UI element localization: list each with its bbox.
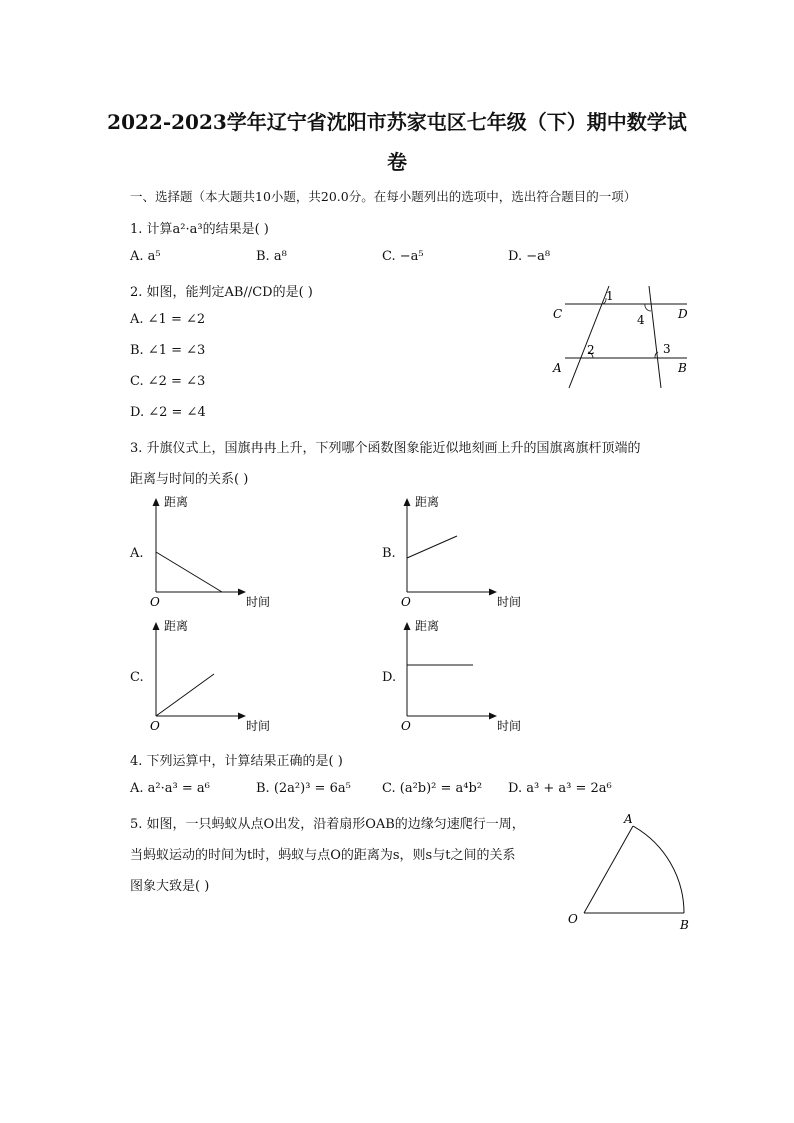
label-d: D [678,307,688,321]
question-3-option-b-label[interactable]: B. [382,546,396,561]
origin-label: O [401,719,411,733]
x-axis-label: 时间 [497,719,522,733]
label-4: 4 [637,313,645,327]
question-1-option-a[interactable]: A. a⁵ [130,249,161,264]
question-4-stem: 4. 下列运算中，计算结果正确的是( ) [130,754,343,769]
label-2: 2 [587,343,595,357]
question-2-option-b[interactable]: B. ∠1 = ∠3 [130,343,206,358]
question-2-option-a[interactable]: A. ∠1 = ∠2 [130,312,206,327]
y-axis-label: 距离 [164,619,189,633]
x-axis-arrow [238,589,246,596]
x-axis-arrow [489,713,497,720]
section-heading: 一、选择题（本大题共10小题，共20.0分。在每小题列出的选项中，选出符合题目的一项） [130,189,637,204]
arc-ab [633,826,684,913]
question-3-graph-c[interactable] [140,616,290,738]
question-1-option-c[interactable]: C. −a⁵ [382,249,424,264]
x-axis-label: 时间 [497,595,522,609]
question-3-stem-line1: 3. 升旗仪式上，国旗冉冉上升，下列哪个函数图象能近似地刻画上升的国旗离旗杆顶端的 [130,441,641,456]
y-axis-label: 距离 [415,619,440,633]
question-5-figure [560,808,710,938]
label-b: B [680,918,689,932]
label-1: 1 [606,289,614,303]
question-2-stem: 2. 如图，能判定AB//CD的是( ) [130,285,313,300]
question-3-graph-b[interactable] [391,492,541,614]
x-axis-label: 时间 [246,595,271,609]
label-c: C [553,307,563,321]
y-axis-arrow [153,498,160,506]
question-4-option-b[interactable]: B. (2a²)³ = 6a⁵ [256,781,351,796]
x-axis-arrow [489,589,497,596]
question-5-stem-line1: 5. 如图，一只蚂蚁从点O出发，沿着扇形OAB的边缘匀速爬行一周， [130,817,525,832]
angle-4-arc [645,304,651,311]
question-5-stem-line3: 图象大致是( ) [130,879,210,894]
question-3-graph-d[interactable] [391,616,541,738]
origin-label: O [150,595,160,609]
question-3-option-c-label[interactable]: C. [130,670,144,685]
page-title-line1: 2022-2023学年辽宁省沈阳市苏家屯区七年级（下）期中数学试 [107,110,687,134]
question-1-option-b[interactable]: B. a⁸ [256,249,287,264]
label-3: 3 [663,342,671,356]
y-axis-label: 距离 [164,495,189,509]
origin-label: O [150,719,160,733]
transversal-right [649,286,661,388]
question-5-stem-line2: 当蚂蚁运动的时间为t时，蚂蚁与点O的距离为s，则s与t之间的关系 [130,848,516,863]
question-3-graph-a[interactable] [140,492,290,614]
question-1-option-d[interactable]: D. −a⁸ [508,249,551,264]
y-axis-label: 距离 [415,495,440,509]
radius-oa [584,826,633,913]
transversal-left [569,286,609,388]
label-a: A [624,812,633,826]
question-2-figure [545,280,705,395]
question-2-option-c[interactable]: C. ∠2 = ∠3 [130,374,206,389]
y-axis-arrow [153,622,160,630]
question-3-option-a-label[interactable]: A. [130,546,144,561]
graph-line [156,552,222,592]
graph-line [407,536,457,558]
origin-label: O [401,595,411,609]
label-o: O [568,912,578,926]
question-1-stem: 1. 计算a²·a³的结果是( ) [130,222,269,237]
graph-line [156,674,214,716]
question-2-option-d[interactable]: D. ∠2 = ∠4 [130,405,206,420]
question-3-stem-line2: 距离与时间的关系( ) [130,472,249,487]
question-3-option-d-label[interactable]: D. [382,670,397,685]
y-axis-arrow [404,622,411,630]
label-b: B [678,361,687,375]
question-4-option-d[interactable]: D. a³ + a³ = 2a⁶ [508,781,612,796]
question-4-option-c[interactable]: C. (a²b)² = a⁴b² [382,781,483,796]
x-axis-arrow [238,713,246,720]
x-axis-label: 时间 [246,719,271,733]
page-title-line2: 卷 [387,150,407,174]
label-a: A [553,361,562,375]
y-axis-arrow [404,498,411,506]
question-4-option-a[interactable]: A. a²·a³ = a⁶ [130,781,210,796]
